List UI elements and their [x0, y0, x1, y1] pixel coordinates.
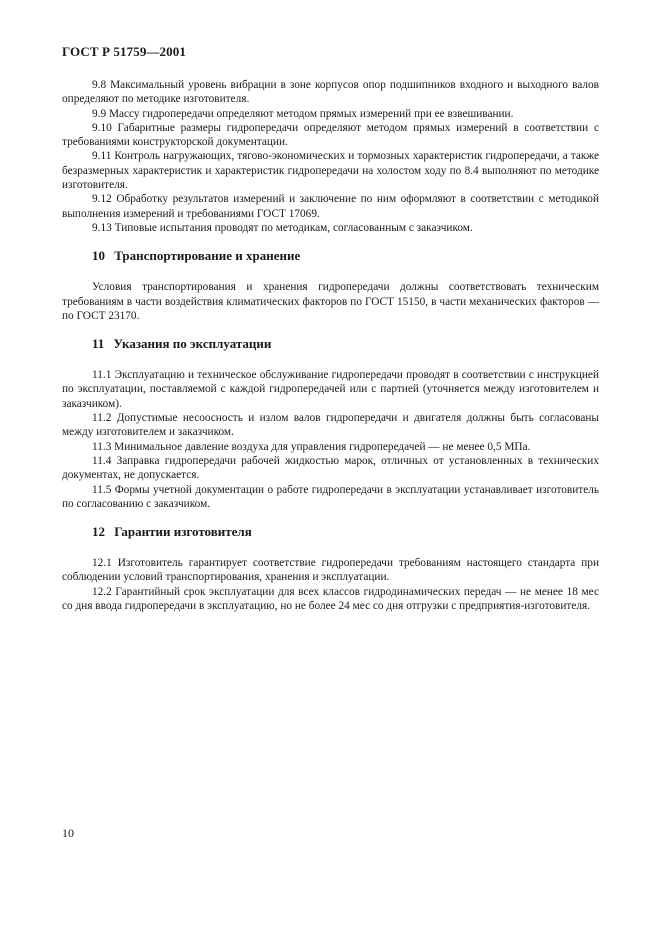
section-10-title: Транспортирование и хранение — [114, 248, 301, 264]
clause-9-9: 9.9 Массу гидропередачи определяют методом прямых измерений при ее взвешивании. — [92, 107, 514, 120]
document-body — [62, 78, 599, 613]
clause-9-13: 9.13 Типовые испытания проводят по методикам, согласованным с заказчиком. — [92, 221, 473, 234]
clause-12-2: 12.2 Гарантийный срок эксплуатации для всех классов гидродинамических передач — не менее 18 мес со дня ввода гидропередачи в эксплуатацию, но не более 24 мес со дня отгрузки с предприятия-изготовителя. — [62, 585, 599, 613]
clause-9-8: 9.8 Максимальный уровень вибрации в зоне корпусов опор подшипников входного и выходного валов определяют по методике изготовителя. — [62, 79, 599, 106]
page-number: 10 — [62, 826, 74, 840]
section-10-paragraph: Условия транспортирования и хранения гидропередачи должны соответствовать техническим требованиям в части воздействия климатических факторов по ГОСТ 15150, в части механических факторов — по ГОСТ 23170. — [62, 281, 599, 322]
clause-11-1: 11.1 Эксплуатацию и техническое обслуживание гидропередачи проводят в соответствии с инструкцией по эксплуатации, поставляемой с каждой гидропередачей или с партией (уточняется между изготовителем и заказчиком). — [62, 369, 599, 410]
section-12-title: Гарантии изготовителя — [114, 524, 252, 540]
section-12-number: 12 — [92, 524, 105, 540]
clause-11-5: 11.5 Формы учетной документации о работе гидропередачи в эксплуатации устанавливает изготовитель по согласованию с заказчиком. — [62, 483, 599, 510]
clause-12-1: 12.1 Изготовитель гарантирует соответствие гидропередачи требованиям настоящего стандарта при соблюдении условий транспортирования, хранения и эксплуатации. — [62, 557, 599, 584]
clause-11-2: 11.2 Допустимые несоосность и излом валов гидропередачи и двигателя должны быть согласованы между изготовителем и заказчиком. — [62, 412, 599, 439]
section-11-number: 11 — [92, 336, 105, 352]
section-12-heading — [92, 524, 599, 540]
section-10-number: 10 — [92, 248, 105, 264]
clause-11-3: 11.3 Минимальное давление воздуха для управления гидропередачей — не менее 0,5 МПа. — [92, 440, 531, 453]
section-11-heading — [92, 336, 599, 352]
section-11-title: Указания по эксплуатации — [113, 336, 272, 352]
clause-9-10: 9.10 Габаритные размеры гидропередачи определяют методом прямых измерений в соответствии с требованиями конструкторской документации. — [62, 121, 599, 149]
clause-9-12: 9.12 Обработку результатов измерений и заключение по ним оформляют в соответствии с методикой выполнения измерений и требованиями ГОСТ 17069. — [62, 193, 599, 220]
section-10-heading — [92, 248, 599, 264]
document-header: ГОСТ Р 51759—2001 — [62, 44, 186, 59]
clause-9-11: 9.11 Контроль нагружающих, тягово-экономических и тормозных характеристик гидропередачи, а также безразмерных характеристик и характеристик гидропередачи на холостом ходу по 8.4 выполняют по методике изготовителя. — [62, 150, 599, 192]
clause-11-4: 11.4 Заправка гидропередачи рабочей жидкостью марок, отличных от установленных в технических документах, не допускается. — [62, 454, 599, 482]
